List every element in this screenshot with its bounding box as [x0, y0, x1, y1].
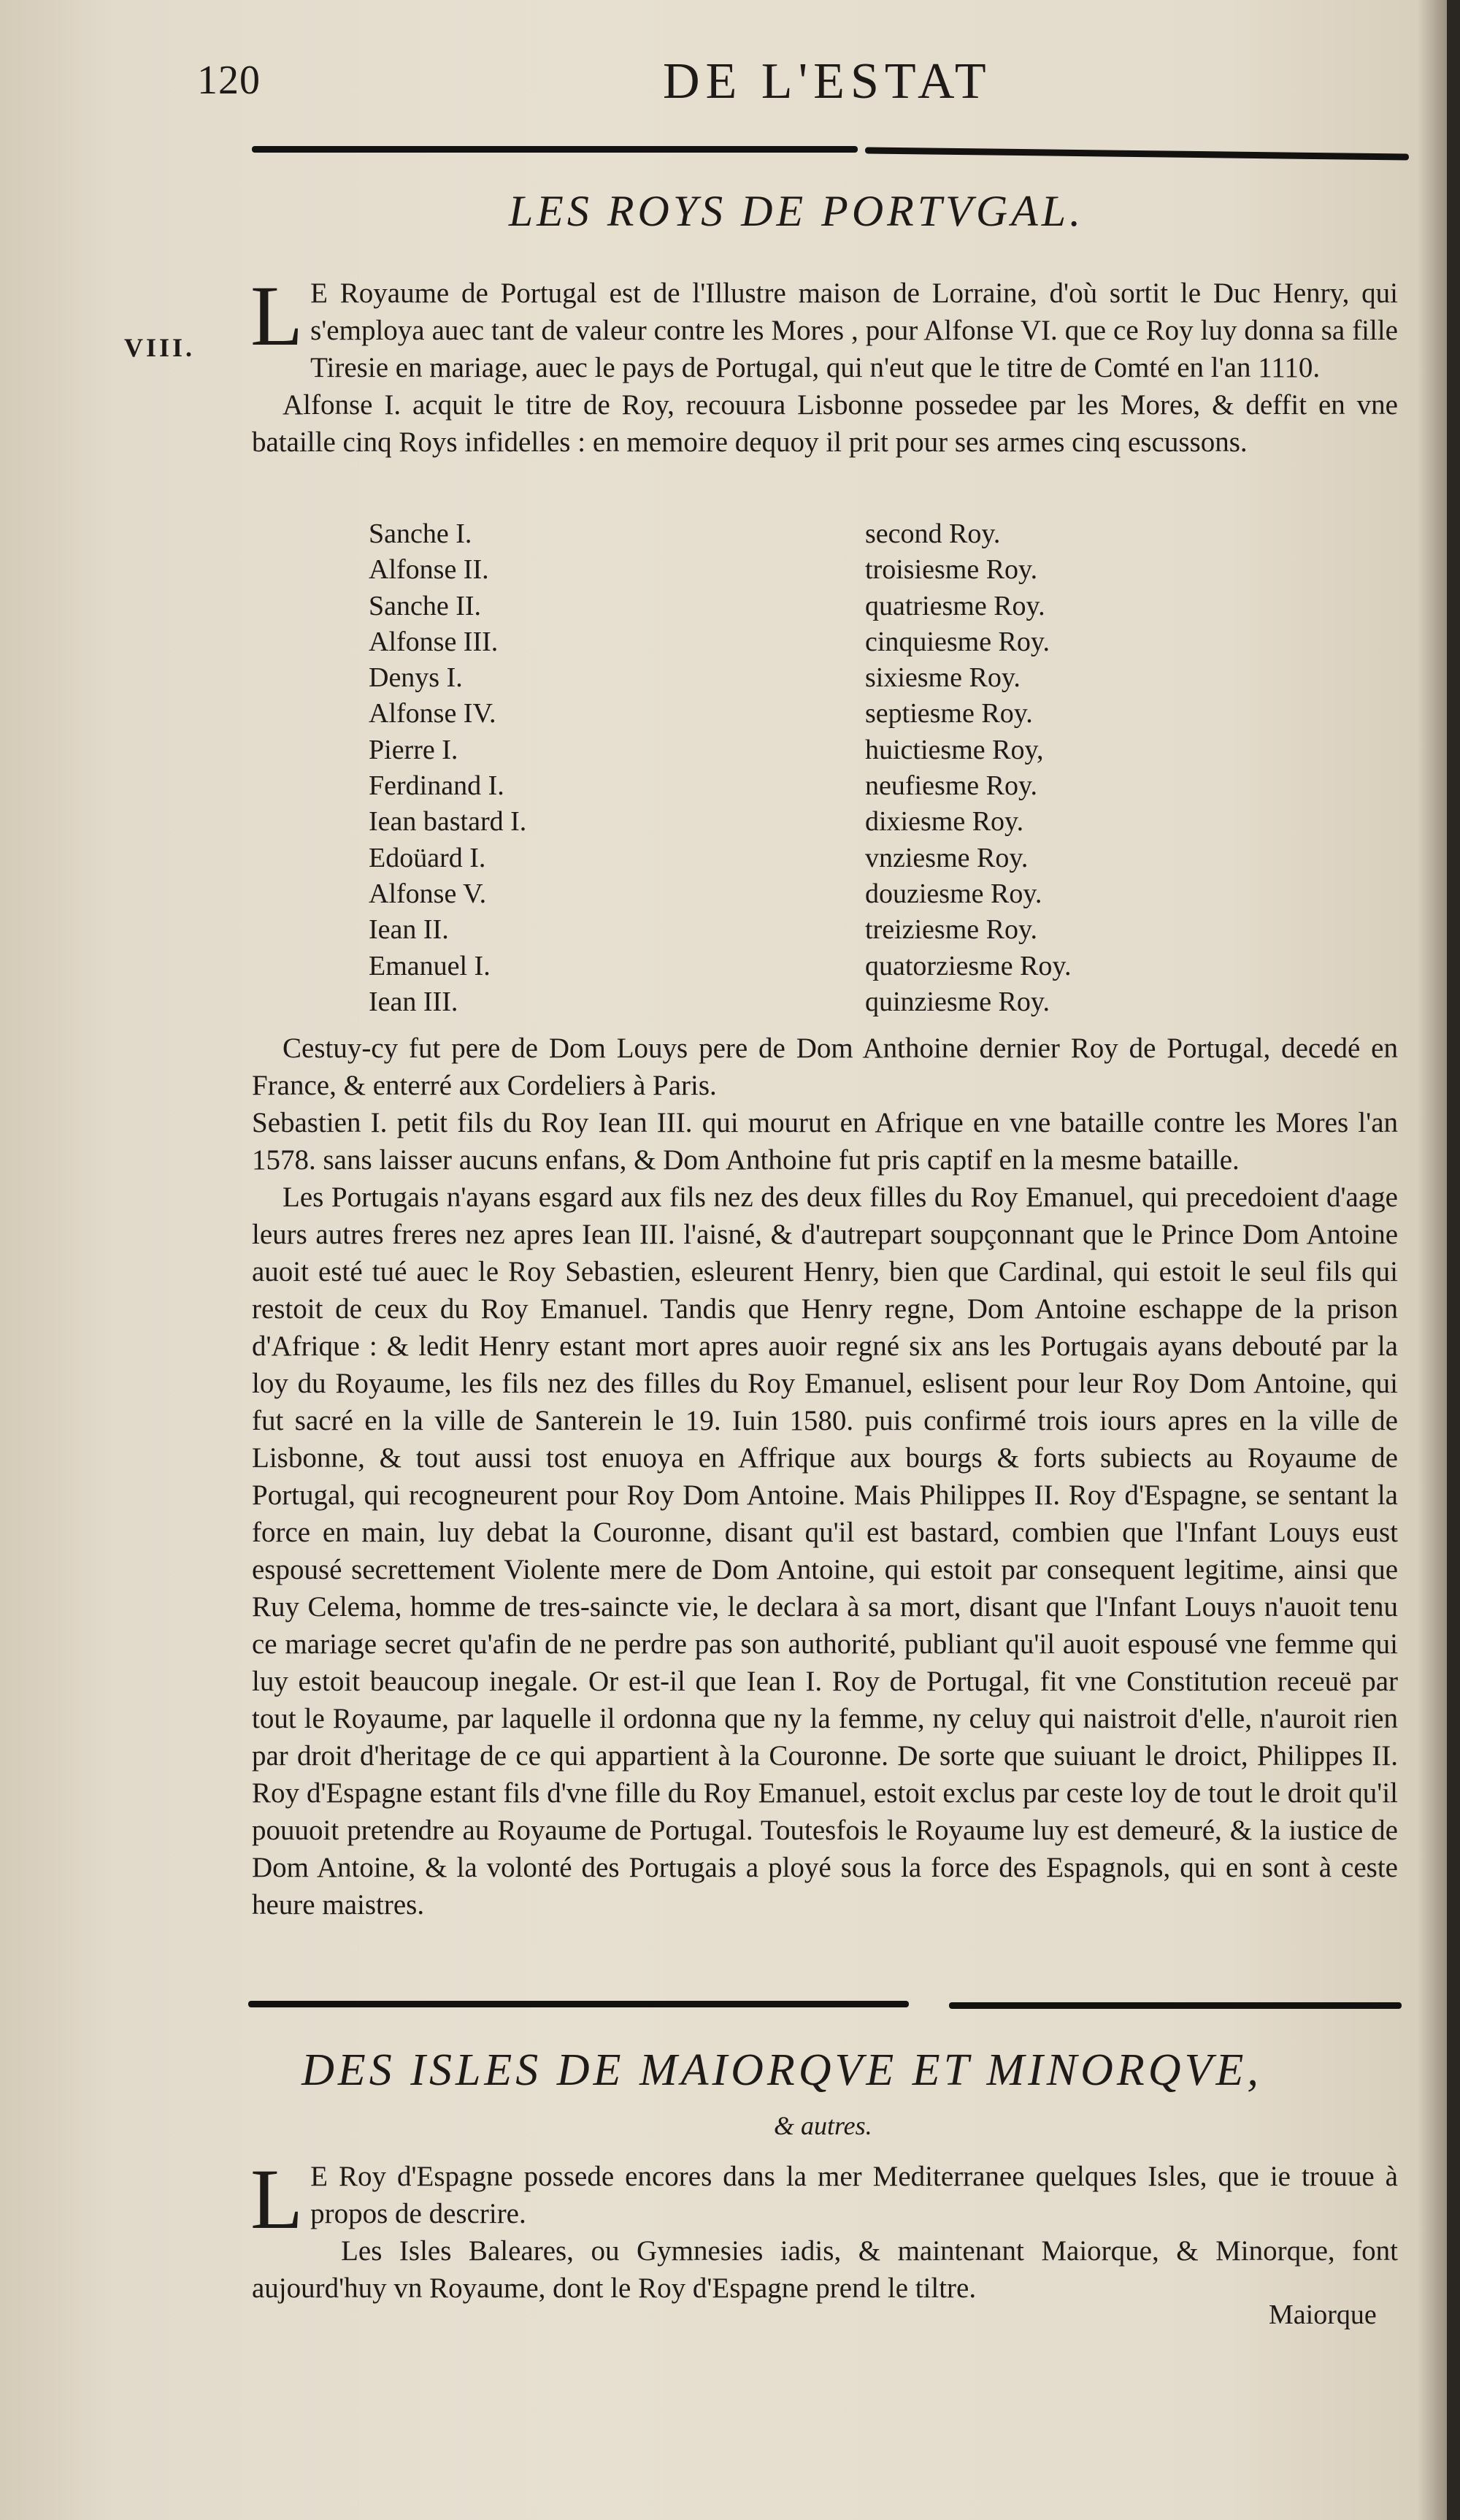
drop-capital: L: [250, 268, 304, 364]
king-rank: quatriesme Roy.: [865, 590, 1045, 621]
king-row: [369, 949, 1172, 984]
king-name: Emanuel I.: [369, 950, 491, 981]
king-name: Ferdinand I.: [369, 770, 504, 802]
king-row: [369, 696, 1172, 732]
kings-list: [369, 516, 1172, 1020]
king-rank: douziesme Roy.: [865, 878, 1042, 909]
king-row: [369, 840, 1172, 876]
paragraph-alfonse: Alfonse I. acquit le titre de Roy, recouura Lisbonne possedee par les Mores, & deffit en vne bataille cinq Roys infidelles : en memoire dequoy il prit pour ses armes cinq escussons.: [252, 389, 1398, 458]
running-title: DE L'ESTAT: [663, 53, 992, 110]
king-row: [369, 732, 1172, 768]
portugal-intro: [250, 268, 1398, 461]
page-edge-shadow: [1418, 0, 1447, 2520]
section-subtitle: & autres.: [774, 2111, 872, 2140]
king-row: [369, 660, 1172, 696]
paragraph-text: E Royaume de Portugal est de l'Illustre maison de Lorraine, d'où sortit le Duc Henry, qui s'employa auec tant de valeur contre les Mores , pour Alfonse VI. que ce Roy luy donna sa fille Tiresie en mariage, auec le pays de Portugal, qui n'eut que le titre de Comté en l'an 1110.: [310, 277, 1398, 383]
king-name: Sanche I.: [369, 518, 472, 549]
king-name: Iean III.: [369, 986, 458, 1017]
page-number: 120: [197, 58, 261, 103]
king-rank: sixiesme Roy.: [865, 662, 1021, 694]
paragraph-succession: Les Portugais n'ayans esgard aux fils nez des deux filles du Roy Emanuel, qui precedoient d'aage leurs autres freres nez apres Iean III. l'aisné, & d'autrepart soupçonnant que le Prince Dom Antoine auoit esté tué auec le Roy Sebastien, esleurent Henry, bien que Cardinal, qui estoit le seul fils qui restoit de ceux du Roy Emanuel. Tandis que Henry regne, Dom Antoine eschappe de la prison d'Afrique : & ledit Henry estant mort apres auoir regné six ans les Portugais ayans debouté par la loy du Royaume, les fils nez des filles du Roy Emanuel, eslisent pour leur Roy Dom Antoine, qui fut sacré en la ville de Santerein le 19. Iuin 1580. puis confirmé trois iours apres en la ville de Lisbonne, & tout aussi tost enuoya en Affrique aux bourgs & forts subiects au Royaume de Portugal, qui recogneurent pour Roy Dom Antoine. Mais Philippes II. Roy d'Espagne, se sentant la force en main, luy debat la Couronne, disant qu'il est bastard, combien que l'Infant Louys eust espousé secrettement Violente mere de Dom Antoine, qui estoit par consequent legitime, ainsi que Ruy Celema, homme de tres-saincte vie, le declara à sa mort, disant que l'Infant Louys n'auoit tenu ce mariage secret qu'afin de ne perdre pas son authorité, publiant qu'il auoit espousé vne femme qui luy estoit beaucoup inegale. Or est-il que Iean I. Roy de Portugal, fit vne Constitution receuë par tout le Royaume, par laquelle il ordonna que ny la femme, ny celuy qui naistroit d'elle, n'auroit rien par droit d'heritage de ce qui appartient à la Couronne. De sorte que suiuant le droict, Philippes II. Roy d'Espagne estant fils d'vne fille du Roy Emanuel, estoit exclus par ceste loy de tout le droit qu'il pouuoit pretendre au Royaume de Portugal. Toutesfois le Royaume luy est demeuré, & la iustice de Dom Antoine, & la volonté des Portugais a ployé sous la force des Espagnols, qui en sont à ceste heure maistres.: [252, 1182, 1398, 1920]
running-head: [0, 44, 1447, 110]
paragraph-lorraine: [250, 268, 1398, 386]
margin-note: VIII.: [124, 333, 196, 362]
king-rank: treiziesme Roy.: [865, 914, 1038, 946]
paragraph-sebastien: Sebastien I. petit fils du Roy Iean III. qui mourut en Afrique en vne bataille contre les Mores l'an 1578. sans laisser aucuns enfans, & Dom Anthoine fut pris captif en la mesme bataille.: [252, 1107, 1398, 1176]
header-rule-left: [252, 146, 858, 153]
king-name: Denys I.: [369, 662, 463, 694]
king-rank: second Roy.: [865, 518, 1001, 549]
king-row: [369, 804, 1172, 840]
king-row: [369, 589, 1172, 624]
king-row: [369, 768, 1172, 804]
king-rank: dixiesme Roy.: [865, 806, 1024, 838]
paragraph-text: E Roy d'Espagne possede encores dans la mer Mediterranee quelques Isles, que ie trouue à propos de descrire.: [310, 2161, 1398, 2229]
paragraph-dom-louys: Cestuy-cy fut pere de Dom Louys pere de Dom Anthoine dernier Roy de Portugal, decedé en France, & enterré aux Cordeliers à Paris.: [252, 1033, 1398, 1101]
king-row: [369, 624, 1172, 660]
king-rank: vnziesme Roy.: [865, 842, 1029, 873]
isles-intro: [250, 2151, 1398, 2307]
section-rule-left: [248, 2001, 909, 2007]
section-title-isles: DES ISLES DE MAIORQVE ET MINORQVE,: [301, 2045, 1262, 2095]
king-name: Alfonse IV.: [369, 698, 496, 729]
paragraph-baleares: Les Isles Baleares, ou Gymnesies iadis, & maintenant Maiorque, & Minorque, font aujourd'huy vn Royaume, dont le Roy d'Espagne prend le tiltre.: [252, 2235, 1398, 2304]
king-rank: quinziesme Roy.: [865, 986, 1050, 1017]
king-name: Alfonse III.: [369, 626, 499, 657]
king-name: Iean II.: [369, 914, 449, 946]
king-name: Iean bastard I.: [369, 806, 527, 838]
king-row: [369, 876, 1172, 912]
portugal-history: [252, 1030, 1398, 1923]
section-rule-right: [949, 2002, 1402, 2009]
king-row: [369, 912, 1172, 948]
king-row: [369, 984, 1172, 1020]
king-name: Pierre I.: [369, 734, 458, 765]
drop-capital: L: [250, 2151, 304, 2247]
king-row: [369, 516, 1172, 552]
king-rank: septiesme Roy.: [865, 698, 1033, 729]
king-name: Alfonse II.: [369, 554, 489, 586]
king-row: [369, 552, 1172, 588]
king-rank: cinquiesme Roy.: [865, 626, 1050, 657]
king-rank: huictiesme Roy,: [865, 734, 1044, 765]
king-name: Edoüard I.: [369, 842, 486, 873]
king-rank: quatorziesme Roy.: [865, 950, 1072, 981]
section-title-portugal: LES ROYS DE PORTVGAL.: [508, 187, 1085, 235]
header-rule-right: [865, 147, 1409, 160]
king-rank: neufiesme Roy.: [865, 770, 1038, 802]
paragraph-mediterranee: [250, 2151, 1398, 2247]
king-name: Alfonse V.: [369, 878, 487, 909]
catchword: Maiorque: [1269, 2299, 1377, 2330]
king-name: Sanche II.: [369, 590, 482, 621]
king-rank: troisiesme Roy.: [865, 554, 1038, 586]
